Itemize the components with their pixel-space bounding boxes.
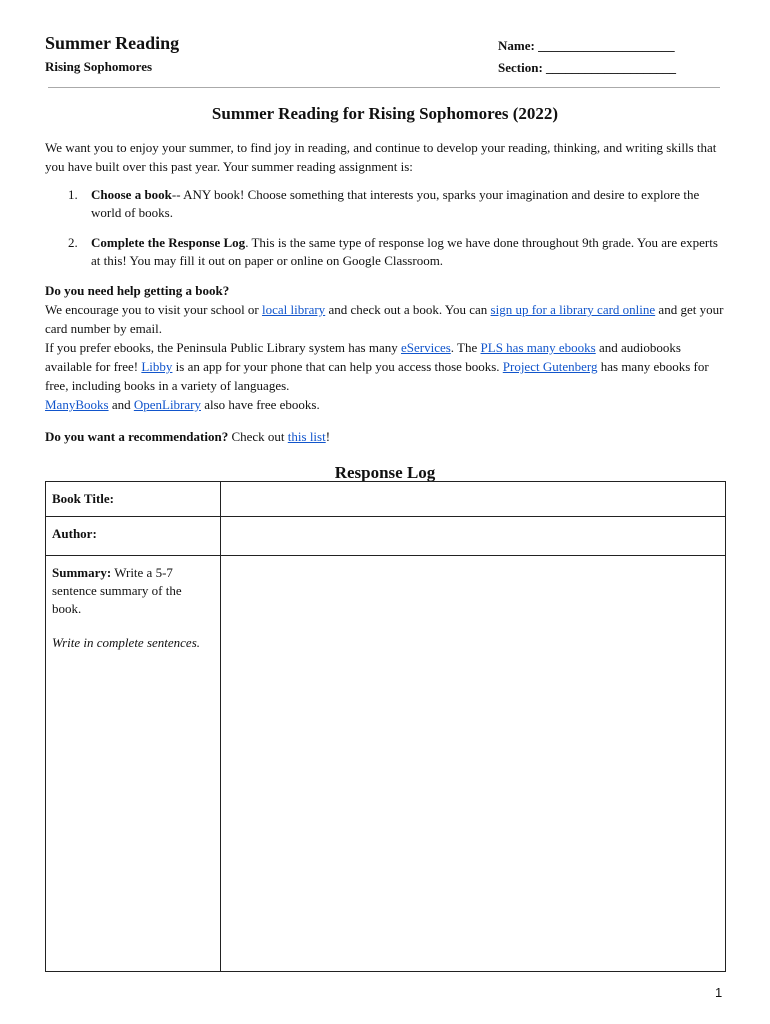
intro-paragraph: We want you to enjoy your summer, to find joy in reading, and continue to develop your reading, thinking, and writing skills that you have built over this past year. Your summer reading assignment is: [45, 140, 717, 174]
document-title: Summer Reading for Rising Sophomores (2022) [211, 104, 559, 123]
summary-label: Summary: [52, 565, 112, 580]
table-row-book-title [46, 482, 726, 517]
list-item-heading: Complete the Response Log [91, 235, 246, 250]
author-label: Author: [52, 526, 97, 541]
list-item-text: -- ANY book! Choose something that interests you, sparks your imagination and desire to explore the world of books. [91, 187, 700, 220]
summary-instructions [46, 556, 220, 618]
summary-text: Write a 5-7 sentence summary of the book. [52, 565, 182, 616]
summary-label-cell [46, 556, 221, 972]
author-field[interactable] [221, 517, 726, 556]
section-field-label: Section: ____________________ [498, 60, 677, 75]
eservices-link[interactable]: eServices [400, 340, 451, 355]
summary-field[interactable] [221, 556, 726, 972]
text: is an app for your phone that can help you access those books. [172, 359, 503, 374]
text: ! [325, 429, 331, 444]
library-card-signup-link[interactable]: sign up for a library card online [490, 302, 656, 317]
list-item-text: . This is the same type of response log we have done throughout 9th grade. You are experts at this! You may fill it out on paper or online on Google Classroom. [91, 235, 718, 268]
help-paragraph-free-ebooks [45, 395, 725, 414]
project-gutenberg-link[interactable]: Project Gutenberg [502, 359, 598, 374]
openlibrary-link[interactable]: OpenLibrary [133, 397, 201, 412]
text: has many ebooks for free, including books in a variety of languages. [45, 359, 709, 393]
book-title-label: Book Title: [52, 491, 115, 506]
book-title-label-cell [46, 482, 221, 517]
pls-ebooks-link[interactable]: PLS has many ebooks [480, 340, 596, 355]
list-number: 2. [68, 235, 78, 250]
list-item-heading: Choose a book [91, 187, 172, 202]
help-section [45, 281, 725, 414]
text: Check out [228, 429, 288, 444]
table-row-summary [46, 556, 726, 972]
author-label-cell [46, 517, 221, 556]
header-title: Summer Reading [45, 33, 180, 53]
text: and [108, 397, 134, 412]
text: and get your card number by email. [45, 302, 724, 336]
page-number: 1 [715, 985, 723, 1000]
local-library-link[interactable]: local library [262, 302, 326, 317]
recommendation-line [45, 427, 725, 446]
help-heading: Do you need help getting a book? [45, 283, 230, 298]
recommendation-heading: Do you want a recommendation? [45, 429, 229, 444]
list-number: 1. [68, 187, 78, 202]
response-log-table [45, 481, 726, 972]
table-row-author [46, 517, 726, 556]
name-field-label: Name: _____________________ [498, 38, 675, 53]
text: If you prefer ebooks, the Peninsula Public Library system has many [45, 340, 401, 355]
this-list-link[interactable]: this list [287, 429, 326, 444]
summary-note: Write in complete sentences. [52, 635, 201, 650]
text: . The [450, 340, 481, 355]
libby-link[interactable]: Libby [141, 359, 173, 374]
book-title-field[interactable] [221, 482, 726, 517]
list-item-choose-book [68, 186, 725, 226]
text: and check out a book. You can [325, 302, 491, 317]
text: also have free ebooks. [200, 397, 320, 412]
header-subtitle: Rising Sophomores [45, 59, 153, 74]
manybooks-link[interactable]: ManyBooks [45, 397, 109, 412]
text: and audiobooks available for free! [45, 340, 681, 374]
help-paragraph-ebooks [45, 338, 725, 395]
header-divider [48, 87, 720, 88]
list-item-response-log [68, 234, 725, 274]
text: We encourage you to visit your school or [45, 302, 263, 317]
response-log-title: Response Log [334, 463, 436, 482]
help-paragraph-library [45, 300, 725, 338]
